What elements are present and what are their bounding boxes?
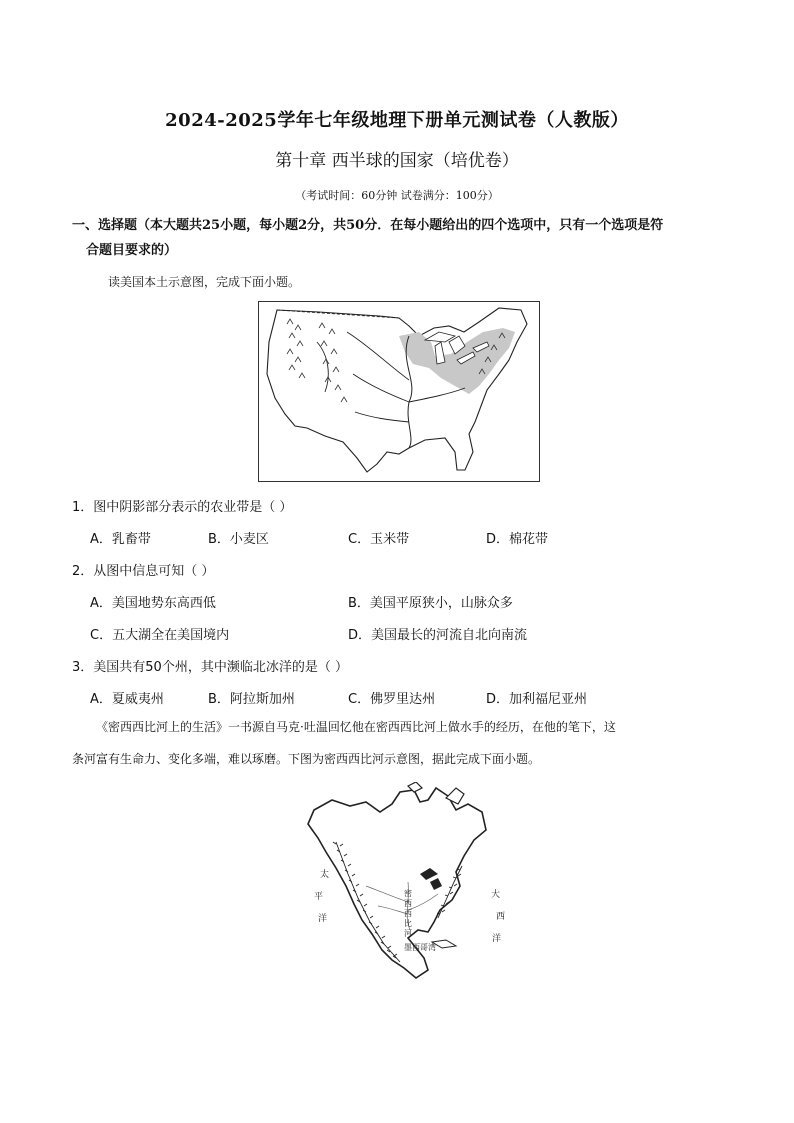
river-char-3: 西 <box>404 909 412 918</box>
passage-line2: 条河富有生命力、变化多端，难以琢磨。下图为密西西比河示意图，据此完成下面小题。 <box>72 752 541 766</box>
q2-option-d[interactable]: D．美国最长的河流自北向南流 <box>348 628 528 643</box>
river-char-1: 密 <box>404 889 412 898</box>
q1-option-a[interactable]: A．乳畜带 <box>90 532 151 547</box>
us-map <box>258 301 540 482</box>
section-heading <box>72 213 722 263</box>
pacific-char-1: 太 <box>320 870 330 880</box>
q2-option-a[interactable]: A．美国地势东高西低 <box>90 596 216 611</box>
river-char-5: 河 <box>404 929 412 938</box>
question-1: 1．图中阴影部分表示的农业带是（ ） <box>72 500 293 515</box>
page-title: 2024-2025学年七年级地理下册单元测试卷（人教版） <box>165 110 629 131</box>
q1-option-c[interactable]: C．玉米带 <box>348 532 410 547</box>
q2-option-b[interactable]: B．美国平原狭小，山脉众多 <box>348 596 513 611</box>
section-heading-line1: 一、选择题（本大题共25小题，每小题2分，共50分．在每小题给出的四个选项中，只有一个选项是符 <box>72 218 664 233</box>
q1-option-d[interactable]: D．棉花带 <box>486 532 549 547</box>
passage-line1: 《密西西比河上的生活》一书源自马克·吐温回忆他在密西西比河上做水手的经历，在他的笔下，这 <box>96 720 616 734</box>
us-map-drawing <box>259 302 539 481</box>
question-2: 2．从图中信息可知（ ） <box>72 564 215 579</box>
atlantic-char-1: 大 <box>491 890 501 900</box>
pacific-char-3: 洋 <box>318 914 328 924</box>
question-3: 3．美国共有50个州，其中濒临北冰洋的是（ ） <box>72 660 348 675</box>
pacific-char-2: 平 <box>314 892 324 902</box>
river-char-4: 比 <box>404 919 412 928</box>
river-label <box>404 888 412 938</box>
map1-intro: 读美国本土示意图，完成下面小题。 <box>108 275 301 289</box>
chapter-subtitle: 第十章 西半球的国家（培优卷） <box>275 151 519 171</box>
exam-meta: （考试时间：60分钟 试卷满分：100分） <box>295 189 499 202</box>
river-char-2: 西 <box>404 899 412 908</box>
q3-option-d[interactable]: D．加利福尼亚州 <box>486 692 588 707</box>
q3-option-a[interactable]: A．夏威夷州 <box>90 692 164 707</box>
q1-option-b[interactable]: B．小麦区 <box>208 532 269 547</box>
q3-option-b[interactable]: B．阿拉斯加州 <box>208 692 295 707</box>
north-america-drawing <box>296 782 516 992</box>
gulf-of-mexico-label: 墨西哥湾 <box>404 943 436 952</box>
atlantic-char-2: 西 <box>496 912 506 922</box>
passage <box>72 711 724 775</box>
q3-option-c[interactable]: C．佛罗里达州 <box>348 692 436 707</box>
q2-option-c[interactable]: C．五大湖全在美国境内 <box>90 628 230 643</box>
atlantic-char-3: 洋 <box>492 934 502 944</box>
section-heading-line2: 合题目要求的） <box>86 243 178 258</box>
north-america-map <box>296 782 516 992</box>
